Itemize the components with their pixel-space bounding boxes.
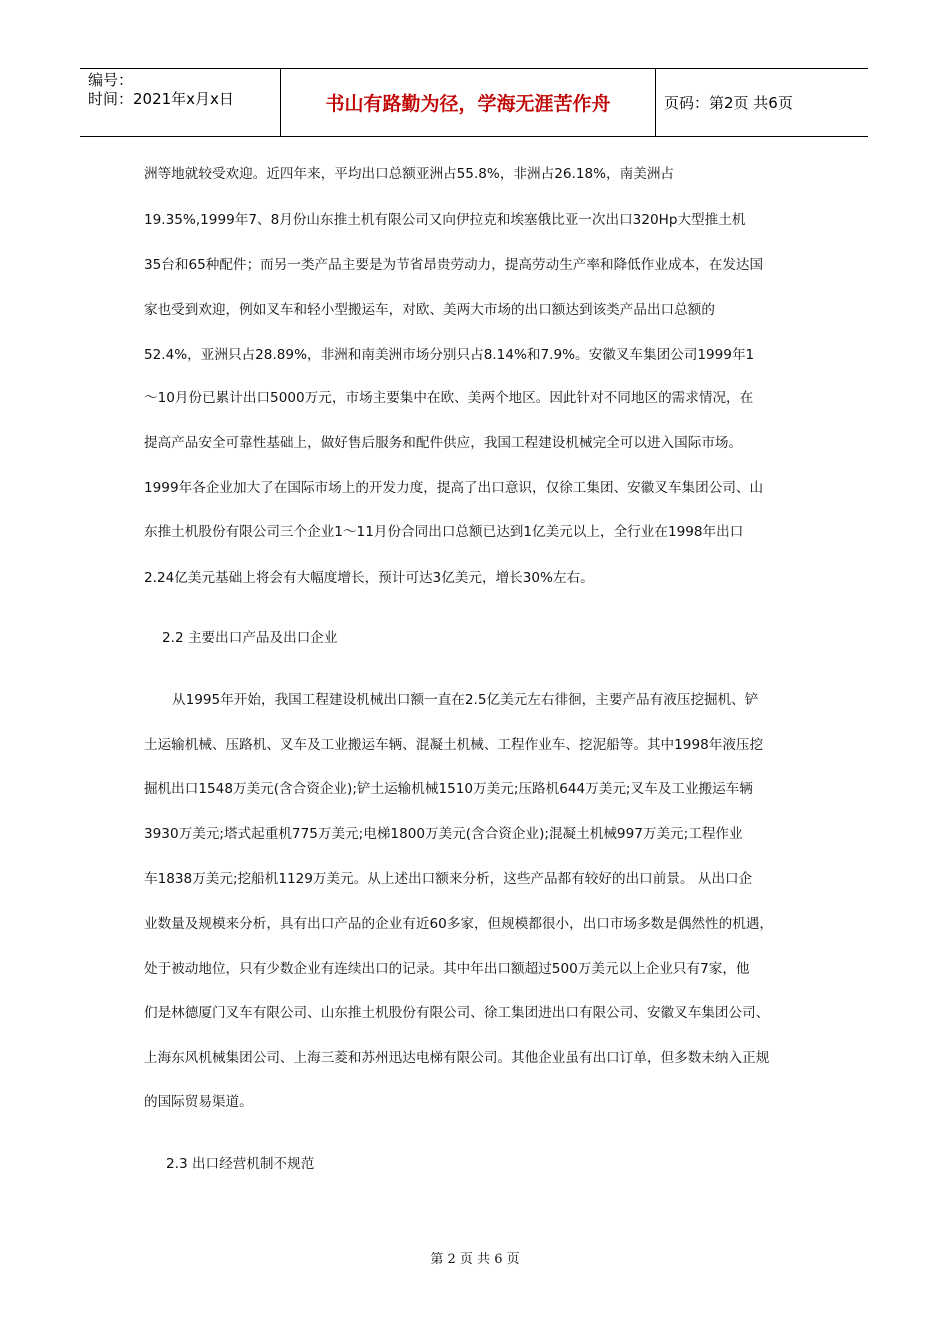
- text-line: 19.35%,1999年7、8月份山东推土机有限公司又向伊拉克和埃塞俄比亚一次出口320Hp大型推土机: [144, 212, 746, 228]
- text-line: 掘机出口1548万美元(含合资企业);铲土运输机械1510万美元;压路机644万美元;叉车及工业搬运车辆: [144, 781, 753, 797]
- section-heading-2-2: 2.2 主要出口产品及出口企业: [162, 630, 338, 646]
- text-line: 35台和65种配件；而另一类产品主要是为节省昂贵劳动力，提高劳动生产率和降低作业成本，在发达国: [144, 257, 764, 273]
- header-page-info: 页码：第2页 共6页: [664, 94, 793, 112]
- text-line: 业数量及规模来分析，具有出口产品的企业有近60多家，但规模都很小，出口市场多数是偶然性的机遇，: [144, 916, 774, 932]
- text-line: 洲等地就较受欢迎。近四年来，平均出口总额亚洲占55.8%，非洲占26.18%，南美洲占: [144, 166, 675, 182]
- header-motto: 书山有路勤为径，学海无涯苦作舟: [281, 69, 656, 136]
- text-line: 们是林德厦门叉车有限公司、山东推土机股份有限公司、徐工集团进出口有限公司、安徽叉车集团公司、: [144, 1005, 770, 1021]
- text-line: 土运输机械、压路机、叉车及工业搬运车辆、混凝土机械、工程作业车、挖泥船等。其中1998年液压挖: [144, 737, 764, 753]
- text-line: 车1838万美元;挖船机1129万美元。从上述出口额来分析，这些产品都有较好的出口前景。 从出口企: [144, 871, 753, 887]
- text-line: 从1995年开始，我国工程建设机械出口额一直在2.5亿美元左右徘徊，主要产品有液压挖掘机、铲: [172, 692, 759, 708]
- page-header: [80, 68, 868, 137]
- document-date-label: 时间：2021年x月x日: [88, 90, 234, 108]
- header-meta: [80, 69, 281, 136]
- text-line: 2.24亿美元基础上将会有大幅度增长，预计可达3亿美元，增长30%左右。: [144, 570, 594, 586]
- text-line: 3930万美元;塔式起重机775万美元;电梯1800万美元(含合资企业);混凝土机械997万美元;工程作业: [144, 826, 743, 842]
- text-line: 1999年各企业加大了在国际市场上的开发力度，提高了出口意识，仅徐工集团、安徽叉车集团公司、山: [144, 480, 764, 496]
- text-line: ～10月份已累计出口5000万元，市场主要集中在欧、美两个地区。因此针对不同地区的需求情况，在: [144, 390, 754, 406]
- text-line: 52.4%，亚洲只占28.89%，非洲和南美洲市场分别只占8.14%和7.9%。安徽叉车集团公司1999年1: [144, 347, 755, 363]
- text-line: 家也受到欢迎，例如叉车和轻小型搬运车，对欧、美两大市场的出口额达到该类产品出口总额的: [144, 302, 715, 318]
- document-number-label: 编号：: [88, 71, 134, 89]
- text-line: 的国际贸易渠道。: [144, 1094, 253, 1110]
- text-line: 处于被动地位，只有少数企业有连续出口的记录。其中年出口额超过500万美元以上企业只有7家，他: [144, 961, 750, 977]
- text-line: 东推土机股份有限公司三个企业1～11月份合同出口总额已达到1亿美元以上，全行业在1998年出口: [144, 524, 744, 540]
- section-heading-2-3: 2.3 出口经营机制不规范: [166, 1156, 315, 1172]
- page-footer: 第 2 页 共 6 页: [430, 1252, 520, 1267]
- text-line: 上海东风机械集团公司、上海三菱和苏州迅达电梯有限公司。其他企业虽有出口订单，但多数未纳入正规: [144, 1050, 770, 1066]
- text-line: 提高产品安全可靠性基础上，做好售后服务和配件供应，我国工程建设机械完全可以进入国际市场。: [144, 435, 743, 451]
